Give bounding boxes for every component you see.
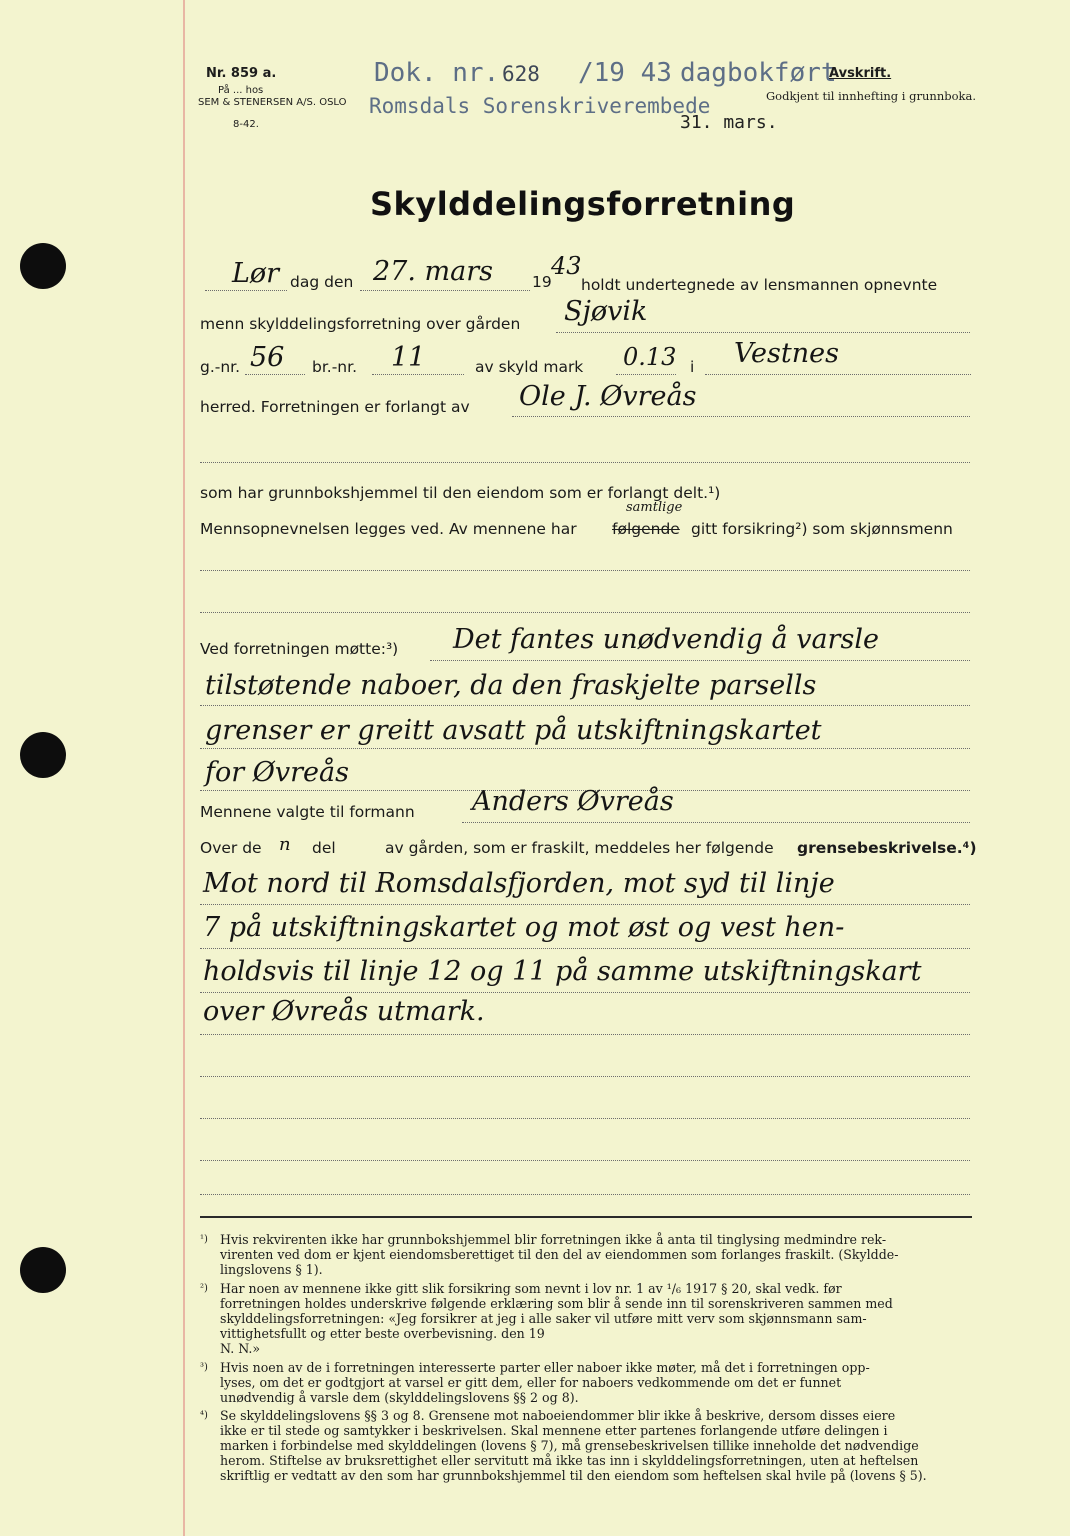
avskrift-label: Avskrift. (829, 66, 892, 81)
fill-line (616, 374, 676, 375)
footnote-1 (200, 1232, 970, 1280)
fill-line (245, 374, 305, 375)
footnote-2-line: skylddelingsforretningen: «Jeg forsikrer at jeg i alle saker vil utføre mitt verv som skjønnsmann sam- (220, 1311, 867, 1326)
footnote-1-line: lingslovens § 1). (220, 1262, 323, 1277)
del-text: del (312, 839, 336, 857)
inserted-word: samtlige (626, 500, 683, 515)
fill-line (200, 1160, 970, 1161)
fill-line (200, 570, 970, 571)
farm-handwritten: Sjøvik (564, 296, 648, 327)
fill-line (200, 1076, 970, 1077)
year-handwritten: 43 (551, 252, 582, 280)
mote-line-2: tilstøtende naboer, da den fraskjelte parsells (205, 670, 817, 701)
grunnbok-text: som har grunnbokshjemmel til den eiendom som er forlangt delt.¹) (200, 484, 721, 502)
grensebeskrivelse-label: grensebeskrivelse.⁴) (797, 839, 977, 857)
i-label: i (690, 358, 695, 376)
footnote-1-line: virenten ved dom er kjent eiendomsberettiget til den del av eiendommen som forlanges fraskilt. (Skyldde- (220, 1247, 899, 1262)
holdt-text: holdt undertegnede av lensmannen opnevnte (581, 276, 938, 294)
gnr-value: 56 (250, 342, 285, 373)
herred-handwritten: Vestnes (734, 338, 839, 369)
mote-label: Ved forretningen møtte:³) (200, 640, 399, 658)
grense-line-3: holdsvis til linje 12 og 11 på samme utskiftningskart (203, 956, 922, 987)
mote-line-1: Det fantes unødvendig å varsle (453, 624, 879, 655)
skyld-label: av skyld mark (475, 358, 584, 376)
formann-label: Mennene valgte til formann (200, 803, 415, 821)
fill-line (200, 462, 970, 463)
footnote-rule (200, 1216, 972, 1218)
footnote-4-line: herom. Stiftelse av bruksrettighet eller servitutt må ikke tas inn i skylddelingsforretningen, uten at heftelsen (220, 1453, 919, 1468)
fill-line (556, 332, 970, 333)
footnote-4-marker: ⁴) (200, 1410, 208, 1421)
fill-line (200, 748, 970, 749)
fill-line (205, 290, 287, 291)
skyld-value: 0.13 (623, 343, 677, 371)
forsikring-text: gitt forsikring²) som skjønnsmenn (691, 520, 953, 538)
grense-line-1: Mot nord til Romsdalsfjorden, mot syd til linje (203, 868, 835, 899)
mote-line-3: grenser er greitt avsatt på utskiftningskartet (205, 715, 822, 746)
footnote-4-line: Se skylddelingslovens §§ 3 og 8. Grensene mot naboeiendommer blir ikke å beskrive, dersom disses eiere (220, 1408, 896, 1423)
fill-line (200, 904, 970, 905)
over-hand-insert: n (279, 834, 291, 855)
over-text: Over de (200, 839, 262, 857)
footnote-2-marker: ²) (200, 1283, 208, 1294)
formann-handwritten: Anders Øvreås (472, 786, 674, 817)
fill-line (200, 1034, 970, 1035)
menn-text: menn skylddelingsforretning over gården (200, 315, 521, 333)
footnote-2-line: N. N.» (220, 1341, 261, 1356)
stamp-year: /19 43 (578, 58, 672, 88)
footnote-4-line: ikke er til stede og samtykker i beskrivelsen. Skal mennene etter partenes forlangende utføre delingen i (220, 1423, 888, 1438)
footnote-2-line: vittighetsfullt og etter beste overbevisning. den 19 (220, 1326, 545, 1341)
brnr-label: br.-nr. (312, 358, 358, 376)
footnote-4-line: skriftlig er vedtatt av den som har grunnbokshjemmel til den eiendom som heftelsen skal hvile på (lovens § 5). (220, 1468, 927, 1483)
stamp-doc-number: 628 (502, 62, 540, 86)
brnr-value: 11 (391, 342, 426, 373)
gardens-text: av gården, som er fraskilt, meddeles her følgende (385, 839, 774, 857)
mennsopnevnelse-text: Mennsopnevnelsen legges ved. Av mennene har (200, 520, 577, 538)
footnote-2-line: forretningen holdes underskrive følgende erklæring som blir å sende inn til sorenskriveren sammen med (220, 1296, 893, 1311)
fill-line (705, 374, 971, 375)
year-prefix: 19 (532, 273, 552, 291)
godkjent-text: Godkjent til innhefting i grunnboka. (766, 89, 976, 103)
stamp-date: 31. mars. (680, 112, 778, 133)
footnote-3 (200, 1360, 970, 1408)
gnr-label: g.-nr. (200, 358, 241, 376)
stamp-office: Romsdals Sorenskriverembede (369, 94, 711, 118)
print-date: 8-42. (233, 119, 259, 130)
form-number: Nr. 859 a. (206, 66, 277, 81)
footnote-2-line: Har noen av mennene ikke gitt slik forsikring som nevnt i lov nr. 1 av ¹/₆ 1917 § 20, skal vedk. før (220, 1281, 842, 1296)
footnote-1-marker: ¹) (200, 1234, 208, 1245)
margin-line (183, 0, 185, 1536)
grense-line-4: over Øvreås utmark. (203, 996, 485, 1027)
date-handwritten: 27. mars (373, 256, 493, 287)
document-title: Skylddelingsforretning (370, 185, 796, 223)
fill-line (200, 1194, 970, 1195)
footnote-2 (200, 1281, 970, 1359)
mote-line-4: for Øvreås (205, 757, 349, 788)
day-handwritten: Lør (232, 258, 280, 289)
fill-line (512, 416, 970, 417)
publisher-line2: SEM & STENERSEN A/S. OSLO (198, 97, 347, 108)
fill-line (200, 705, 970, 706)
binder-hole-middle (20, 732, 66, 778)
fill-line (200, 948, 970, 949)
fill-line (200, 992, 970, 993)
binder-hole-top (20, 243, 66, 289)
fill-line (430, 660, 970, 661)
footnote-3-marker: ³) (200, 1362, 208, 1373)
dag-den-label: dag den (290, 273, 354, 291)
fill-line (360, 290, 530, 291)
footnote-4 (200, 1408, 970, 1488)
herred-text: herred. Forretningen er forlangt av (200, 398, 470, 416)
publisher-line1: På ... hos (218, 85, 264, 96)
fill-line (462, 822, 970, 823)
footnote-3-line: unødvendig å varsle dem (skylddelingslovens §§ 2 og 8). (220, 1390, 579, 1405)
grense-line-2: 7 på utskiftningskartet og mot øst og vest hen- (203, 912, 845, 943)
stamp-dok-label: Dok. nr. (374, 58, 500, 88)
footnote-4-line: marken i forbindelse med skylddelingen (lovens § 7), må grensebeskrivelsen tillike inneholde det nødvendige (220, 1438, 919, 1453)
binder-hole-bottom (20, 1247, 66, 1293)
footnote-1-line: Hvis rekvirenten ikke har grunnbokshjemmel blir forretningen ikke å anta til tinglysing medmindre rek- (220, 1232, 887, 1247)
footnote-3-line: Hvis noen av de i forretningen interesserte parter eller naboer ikke møter, må det i forretningen opp- (220, 1360, 870, 1375)
footnote-3-line: lyses, om det er godtgjort at varsel er gitt dem, eller for naboers vedkommende om det er funnet (220, 1375, 842, 1390)
fill-line (200, 1118, 970, 1119)
stamp-dagbokfort: dagbokført (680, 58, 837, 88)
requester-handwritten: Ole J. Øvreås (519, 381, 697, 412)
fill-line (372, 374, 464, 375)
fill-line (200, 612, 970, 613)
crossed-out-word: følgende (612, 520, 680, 538)
